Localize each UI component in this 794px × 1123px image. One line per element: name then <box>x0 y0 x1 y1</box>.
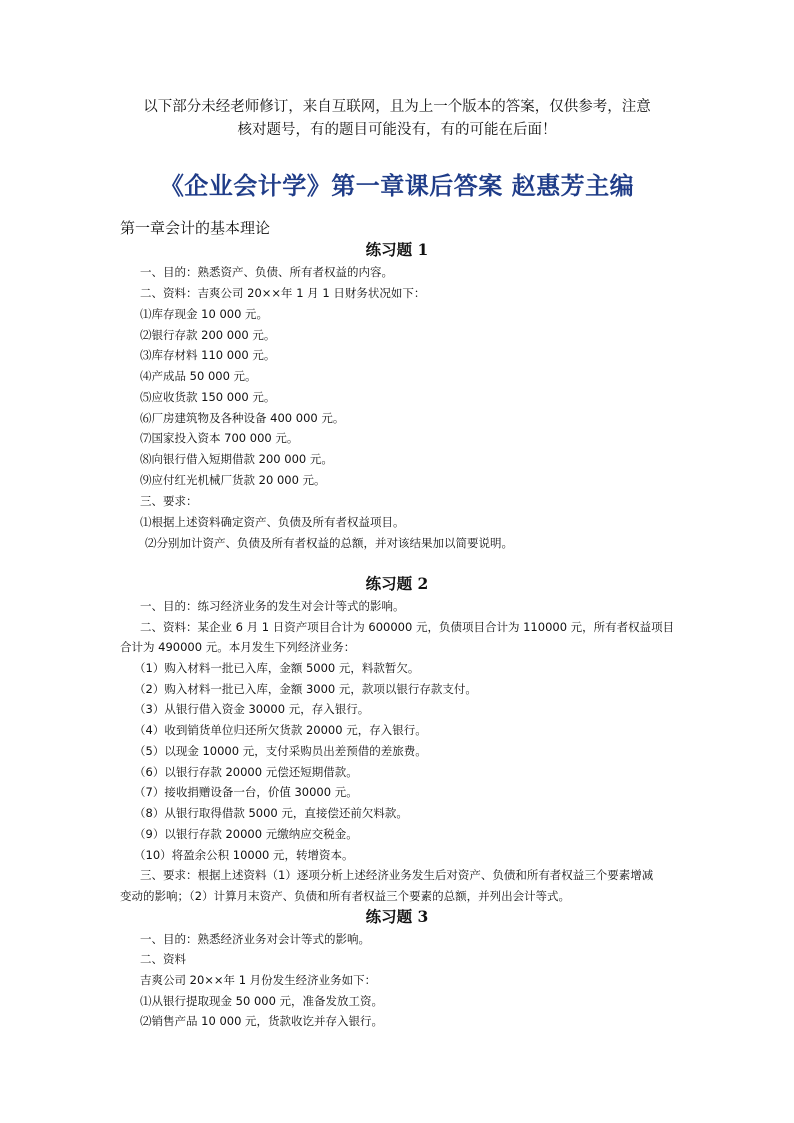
exercise-1-item: ⑷产成品 50 000 元。 <box>140 369 257 383</box>
exercise-3-material-intro: 吉爽公司 20××年 1 月份发生经济业务如下： <box>140 973 377 987</box>
exercise-1-item: ⑹厂房建筑物及各种设备 400 000 元。 <box>140 411 345 425</box>
exercise-1-title: 练习题 1 <box>365 240 429 259</box>
exercise-2-item: （3）从银行借入资金 30000 元，存入银行。 <box>134 702 370 716</box>
exercise-2-item: （8）从银行取得借款 5000 元，直接偿还前欠料款。 <box>134 806 408 820</box>
exercise-1-item: ⑶库存材料 110 000 元。 <box>140 348 276 362</box>
exercise-2-requirement-line: 三、要求：根据上述资料（1）逐项分析上述经济业务发生后对资产、负债和所有者权益三个要素增减 <box>140 868 654 882</box>
exercise-1-item: ⑴库存现金 10 000 元。 <box>140 307 269 321</box>
exercise-1-item: ⑻向银行借入短期借款 200 000 元。 <box>140 452 333 466</box>
exercise-2-item: （5）以现金 10000 元，支付采购员出差预借的差旅费。 <box>134 744 427 758</box>
exercise-2-title: 练习题 2 <box>365 574 429 593</box>
exercise-2-material-line: 二、资料：某企业 6 月 1 日资产项目合计为 600000 元，负债项目合计为 110000 元，所有者权益项目 <box>140 620 675 634</box>
exercise-1-item: ⑸应收货款 150 000 元。 <box>140 390 276 404</box>
document-title: 《企业会计学》第一章课后答案 赵惠芳主编 <box>159 172 635 200</box>
exercise-1-requirement: ⑵分别加计资产、负债及所有者权益的总额，并对该结果加以简要说明。 <box>145 536 513 550</box>
exercise-3-material-title: 二、资料 <box>140 952 186 966</box>
exercise-3-title: 练习题 3 <box>365 907 429 926</box>
exercise-3-purpose: 一、目的：熟悉经济业务对会计等式的影响。 <box>140 932 370 946</box>
exercise-2-item: （4）收到销货单位归还所欠货款 20000 元，存入银行。 <box>134 723 427 737</box>
exercise-1-item: ⑼应付红光机械厂货款 20 000 元。 <box>140 473 326 487</box>
exercise-1-requirement-title: 三、要求： <box>140 494 198 508</box>
exercise-3-item: ⑵销售产品 10 000 元，货款收讫并存入银行。 <box>140 1014 384 1028</box>
exercise-1-material-intro: 二、资料：吉爽公司 20××年 1 月 1 日财务状况如下： <box>140 286 426 300</box>
exercise-2-requirement-line: 变动的影响；（2）计算月末资产、负债和所有者权益三个要素的总额，并列出会计等式。 <box>120 889 571 903</box>
notice-line-1: 以下部分未经老师修订，来自互联网，且为上一个版本的答案，仅供参考，注意 <box>143 99 651 115</box>
notice-line-2: 核对题号，有的题目可能没有，有的可能在后面！ <box>237 122 557 138</box>
exercise-1-item: ⑵银行存款 200 000 元。 <box>140 328 276 342</box>
exercise-2-material-line: 合计为 490000 元。本月发生下列经济业务： <box>120 640 356 654</box>
exercise-3-item: ⑴从银行提取现金 50 000 元，准备发放工资。 <box>140 994 384 1008</box>
exercise-1-requirement: ⑴根据上述资料确定资产、负债及所有者权益项目。 <box>140 515 405 529</box>
exercise-2-item: （6）以银行存款 20000 元偿还短期借款。 <box>134 765 358 779</box>
chapter-heading: 第一章会计的基本理论 <box>120 219 271 237</box>
exercise-2-item: （2）购入材料一批已入库，金额 3000 元，款项以银行存款支付。 <box>134 682 477 696</box>
exercise-2-item: （9）以银行存款 20000 元缴纳应交税金。 <box>134 827 358 841</box>
exercise-2-item: （1）购入材料一批已入库，金额 5000 元，料款暂欠。 <box>134 661 420 675</box>
exercise-2-item: （10）将盈余公积 10000 元，转增资本。 <box>134 848 354 862</box>
exercise-1-item: ⑺国家投入资本 700 000 元。 <box>140 431 299 445</box>
disclaimer-notice <box>110 96 684 142</box>
exercise-2-item: （7）接收捐赠设备一台，价值 30000 元。 <box>134 785 358 799</box>
exercise-2-purpose: 一、目的：练习经济业务的发生对会计等式的影响。 <box>140 599 405 613</box>
exercise-1-purpose: 一、目的：熟悉资产、负债、所有者权益的内容。 <box>140 265 393 279</box>
